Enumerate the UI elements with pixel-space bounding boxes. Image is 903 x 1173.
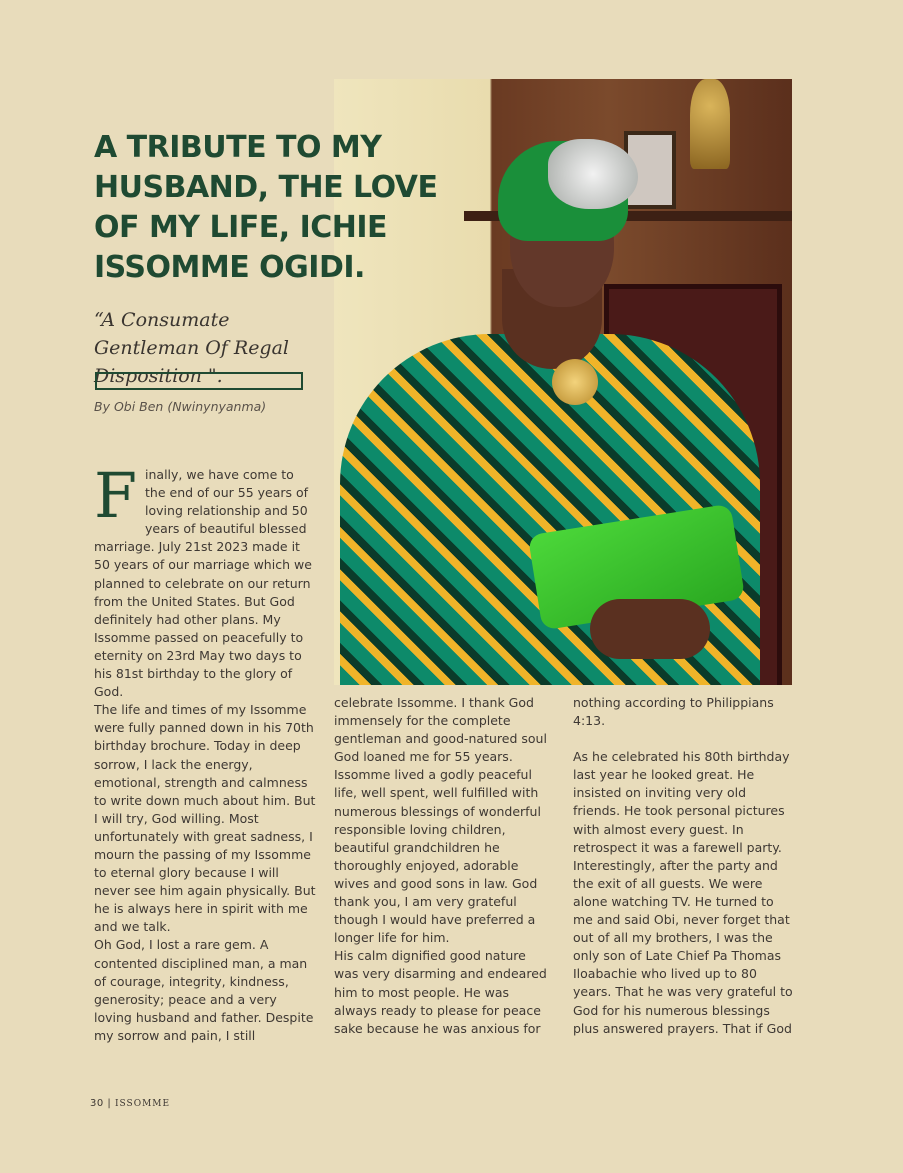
paragraph: Oh God, I lost a rare gem. A contented disciplined man, a man of courage, integrity, kindness, generosity; peace and a very loving husband and father. Despite my sorrow and pain, I still — [94, 937, 314, 1043]
paragraph-text: inally, we have come to the end of our 55 years of loving relationship and 50 years of beautiful blessed marriage. July 21st 2023 made it 50 years of our marriage which we planned to celebrate on our return from the United States. But God definitely had other plans. My Issomme passed on peacefully to eternity on 23rd May two days to his 81st birthday to the glory of God. — [94, 467, 312, 700]
paragraph-gap — [573, 730, 795, 748]
magazine-name: ISSOMME — [114, 1099, 171, 1109]
photo-trophy — [690, 79, 730, 169]
page-footer — [90, 1098, 170, 1109]
footer-separator: | — [107, 1098, 112, 1109]
paragraph: As he celebrated his 80th birthday last year he looked great. He insisted on inviting very old friends. He took personal pictures with almost every guest. In retrospect it was a farewell party. Interestingly, after the party and the exit of all guests. We were alone watching TV. He turned to me and said Obi, never forget that out of all my brothers, I was the only son of Late Chief Pa Thomas Iloabachie who lived up to 80 years. That he was very grateful to God for his numerous blessings plus answered prayers. That if God — [573, 749, 793, 1036]
paragraph — [94, 459, 316, 701]
photo-hands — [590, 599, 710, 659]
article-subtitle: “A Consumate Gentleman Of Regal Disposition ". — [94, 309, 290, 387]
article-byline: By Obi Ben (Nwinynyanma) — [94, 399, 267, 414]
paragraph: nothing according to Philippians 4:13. — [573, 695, 774, 729]
page-number: 30 — [90, 1098, 104, 1109]
paragraph: The life and times of my Issomme were fully panned down in his 70th birthday brochure. Today in deep sorrow, I lack the energy, emotional, strength and calmness to write down much about him. But I will try, God willing. Most unfortunately with great sadness, I mourn the passing of my Issomme to eternal glory because I will never see him again physically. But he is always here in spirit with me and we talk. — [94, 702, 316, 935]
body-column-2 — [334, 694, 552, 1038]
body-column-3 — [573, 694, 795, 1038]
article-title: A TRIBUTE TO MY HUSBAND, THE LOVE OF MY LIFE, ICHIE ISSOMME OGIDI. — [94, 130, 438, 285]
photo-necklace — [552, 359, 598, 405]
body-column-1 — [94, 459, 316, 1045]
decorative-rule-box — [95, 372, 303, 390]
drop-cap: F — [94, 459, 138, 532]
paragraph: celebrate Issomme. I thank God immensely for the complete gentleman and good-natured soul God loaned me for 55 years. Issomme lived a godly peaceful life, well spent, well fulfilled with numerous blessings of wonderful responsible loving children, beautiful grandchildren he thoroughly enjoyed, adorable wives and good sons in law. God thank you, I am very grateful though I would have preferred a longer life for him. — [334, 695, 547, 946]
paragraph: His calm dignified good nature was very disarming and endeared him to most people. He was always ready to please for peace sake because he was anxious for — [334, 948, 547, 1036]
